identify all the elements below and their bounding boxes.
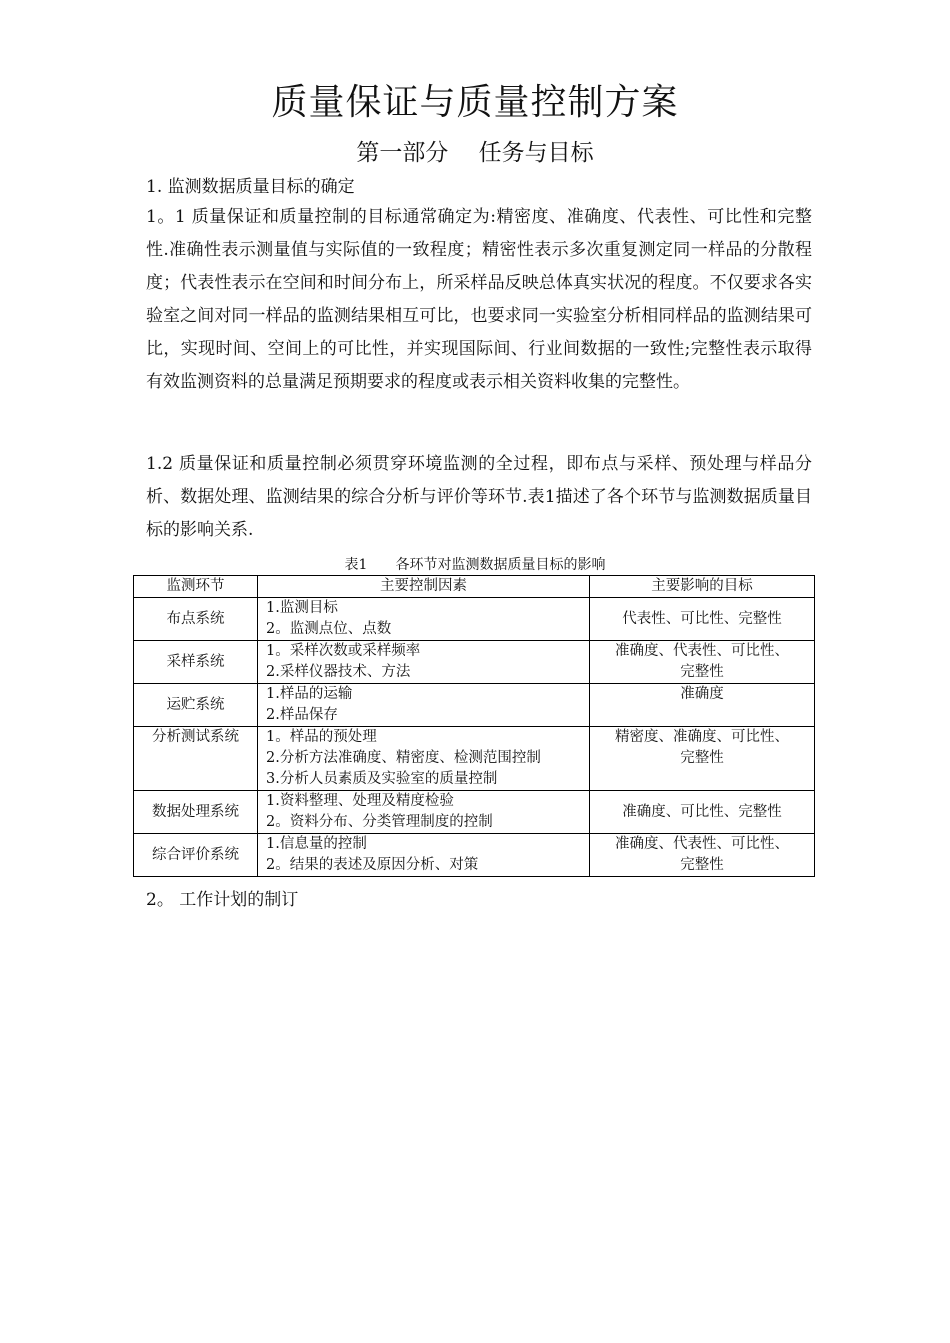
part-heading: 第一部分 任务与目标 bbox=[356, 140, 594, 166]
table-row bbox=[134, 641, 815, 684]
factor-line: 2。资料分布、分类管理制度的控制 bbox=[266, 814, 493, 830]
stage-cell: 综合评价系统 bbox=[134, 834, 258, 877]
goal-line: 准确度、代表性、可比性、 bbox=[615, 643, 789, 659]
goals-cell bbox=[590, 834, 815, 877]
column-header-factors: 主要控制因素 bbox=[258, 576, 590, 598]
factor-line: 1.监测目标 bbox=[266, 600, 338, 616]
section-1-heading: 1. 监测数据质量目标的确定 bbox=[146, 177, 355, 197]
table-row bbox=[134, 834, 815, 877]
table-row bbox=[134, 727, 815, 791]
table-row bbox=[134, 684, 815, 727]
factor-line: 1.资料整理、处理及精度检验 bbox=[266, 793, 454, 809]
document-title: 质量保证与质量控制方案 bbox=[271, 82, 679, 123]
factor-line: 2.采样仪器技术、方法 bbox=[266, 664, 411, 680]
stage-cell: 布点系统 bbox=[134, 598, 258, 641]
goals-cell bbox=[590, 727, 815, 791]
goal-line: 完整性 bbox=[680, 857, 724, 873]
section-2-heading: 2。 工作计划的制订 bbox=[146, 890, 299, 910]
stage-cell: 分析测试系统 bbox=[134, 727, 258, 791]
factor-line: 1。采样次数或采样频率 bbox=[266, 643, 421, 659]
goal-line: 准确度、代表性、可比性、 bbox=[615, 836, 789, 852]
goals-cell bbox=[590, 641, 815, 684]
factor-line: 2.样品保存 bbox=[266, 707, 338, 723]
stage-cell: 数据处理系统 bbox=[134, 791, 258, 834]
goal-line: 准确度 bbox=[680, 686, 724, 702]
column-header-goals: 主要影响的目标 bbox=[590, 576, 815, 598]
factors-cell bbox=[258, 727, 590, 791]
factors-cell bbox=[258, 598, 590, 641]
factors-cell bbox=[258, 834, 590, 877]
factor-line: 2。监测点位、点数 bbox=[266, 621, 392, 637]
column-header-stage: 监测环节 bbox=[134, 576, 258, 598]
table-header-row bbox=[134, 576, 815, 598]
factor-line: 1。样品的预处理 bbox=[266, 729, 377, 745]
stage-cell: 采样系统 bbox=[134, 641, 258, 684]
goal-line: 准确度、可比性、完整性 bbox=[622, 803, 782, 820]
goals-cell bbox=[590, 598, 815, 641]
goals-cell bbox=[590, 791, 815, 834]
table-row bbox=[134, 598, 815, 641]
goal-line: 完整性 bbox=[680, 664, 724, 680]
factor-line: 1.样品的运输 bbox=[266, 686, 353, 702]
quality-impact-table bbox=[133, 575, 815, 877]
factor-line: 2.分析方法准确度、精密度、检测范围控制 bbox=[266, 750, 541, 766]
goals-cell bbox=[590, 684, 815, 727]
table-row bbox=[134, 791, 815, 834]
factor-line: 2。结果的表述及原因分析、对策 bbox=[266, 857, 479, 873]
goal-line: 完整性 bbox=[680, 750, 724, 766]
factors-cell bbox=[258, 791, 590, 834]
goal-line: 精密度、准确度、可比性、 bbox=[615, 729, 789, 745]
factors-cell bbox=[258, 684, 590, 727]
factors-cell bbox=[258, 641, 590, 684]
paragraph-1-1: 1。1 质量保证和质量控制的目标通常确定为:精密度、准确度、代表性、可比性和完整性.准确性表示测量值与实际值的一致程度；精密性表示多次重复测定同一样品的分散程度；代表性表示在空间和时间分布上，所采样品反映总体真实状况的程度。不仅要求各实验室之间对同一样品的监测结果相互可比，也要求同一实验室分析相同样品的监测结果可比，实现时间、空间上的可比性，并实现国际间、行业间数据的一致性;完整性表示取得有效监测资料的总量满足预期要求的程度或表示相关资料收集的完整性。 bbox=[146, 207, 812, 392]
factor-line: 1.信息量的控制 bbox=[266, 836, 367, 852]
table-caption: 表1 各环节对监测数据质量目标的影响 bbox=[344, 557, 606, 573]
goal-line: 代表性、可比性、完整性 bbox=[622, 610, 782, 627]
stage-cell: 运贮系统 bbox=[134, 684, 258, 727]
paragraph-1-2: 1.2 质量保证和质量控制必须贯穿环境监测的全过程，即布点与采样、预处理与样品分析、数据处理、监测结果的综合分析与评价等环节.表1描述了各个环节与监测数据质量目标的影响关系. bbox=[146, 454, 812, 540]
factor-line: 3.分析人员素质及实验室的质量控制 bbox=[266, 771, 498, 787]
